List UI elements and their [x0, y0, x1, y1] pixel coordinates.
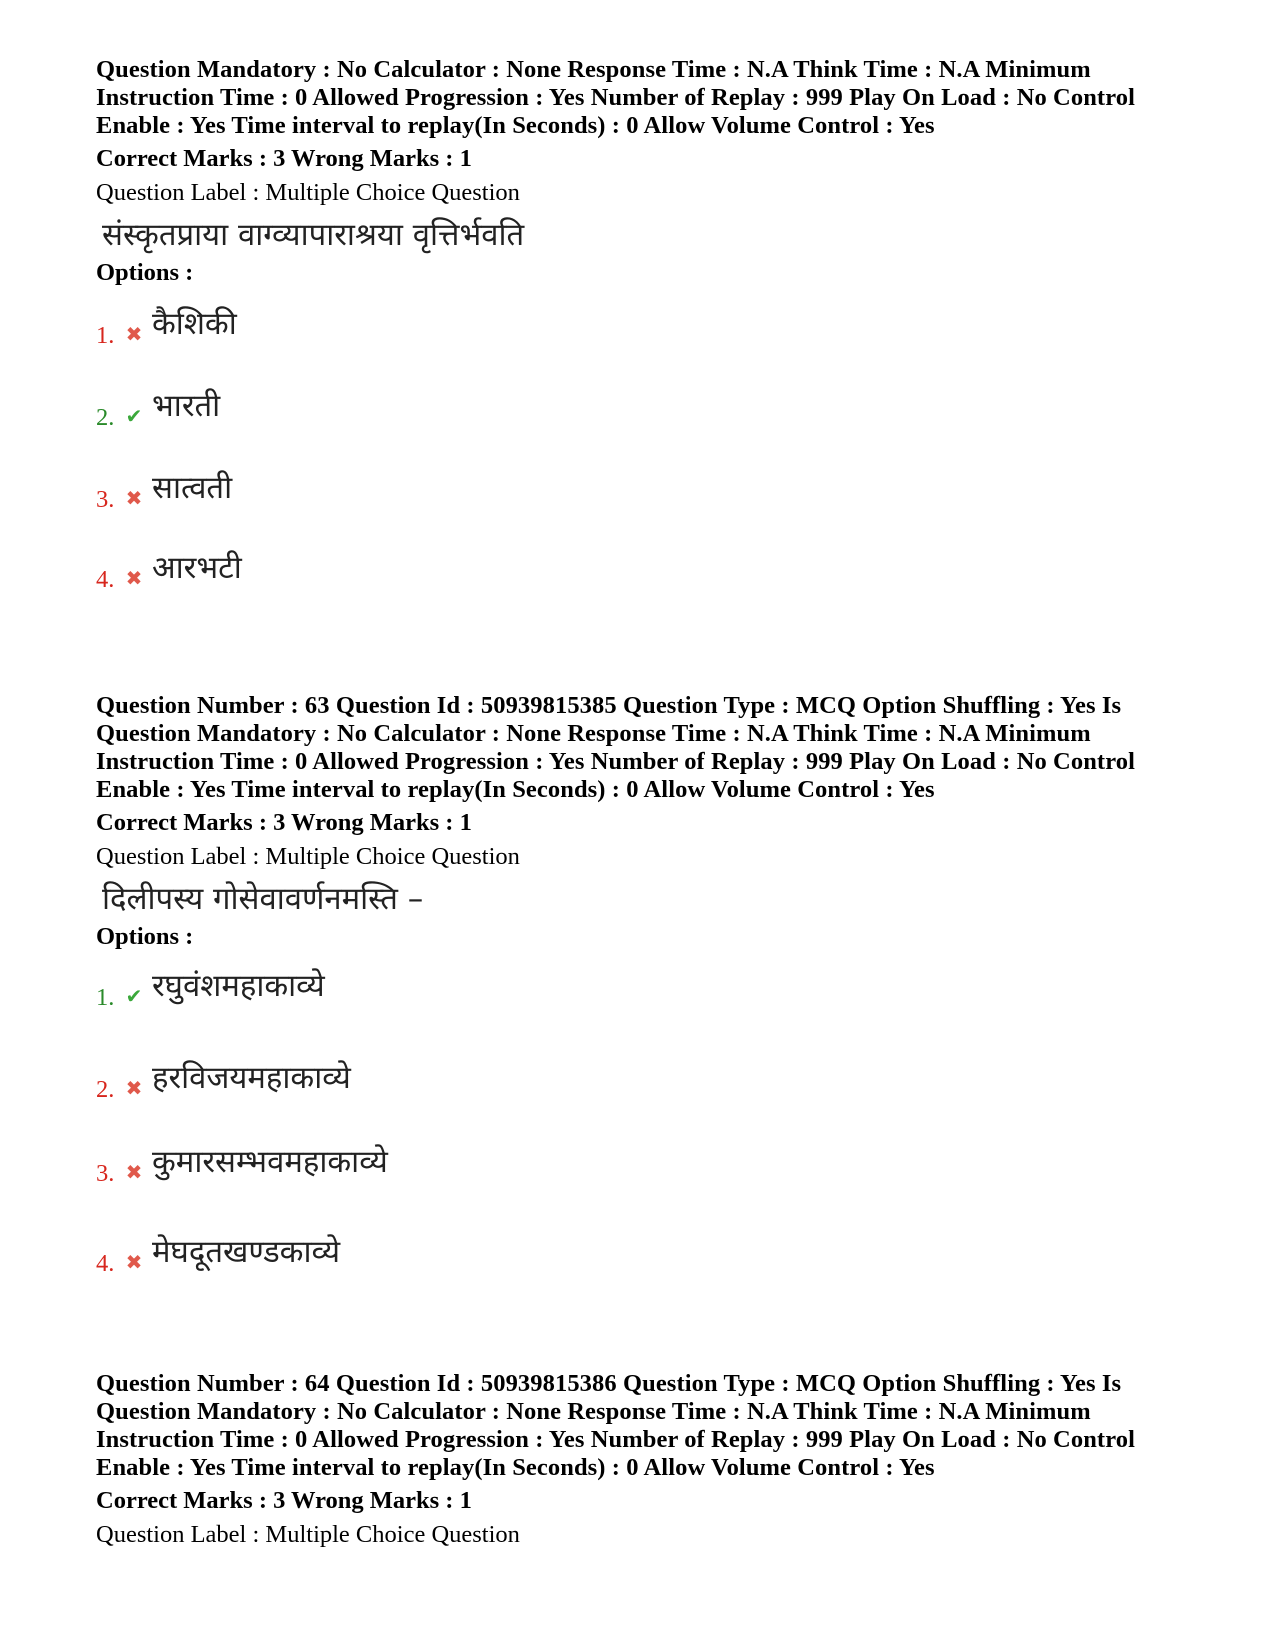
question-header-line: Question Number : 63 Question Id : 50939815385 Question Type : MCQ Option Shuffling : Yes Is [96, 692, 1122, 719]
cross-icon: ✖ [125, 568, 143, 590]
question-header-line: Enable : Yes Time interval to replay(In Seconds) : 0 Allow Volume Control : Yes [96, 776, 935, 803]
question-text: दिलीपस्य गोसेवावर्णनमस्ति – [102, 881, 424, 917]
question-header-line: Question Mandatory : No Calculator : None Response Time : N.A Think Time : N.A Minimum [96, 56, 1091, 83]
option-number: 1. [96, 322, 115, 349]
option-row[interactable] [96, 550, 242, 594]
option-row[interactable] [96, 306, 237, 350]
question-header-line: Question Mandatory : No Calculator : None Response Time : N.A Think Time : N.A Minimum [96, 1398, 1091, 1425]
option-number: 3. [96, 486, 115, 513]
option-row[interactable] [96, 388, 221, 432]
question-header-line: Instruction Time : 0 Allowed Progression : Yes Number of Replay : 999 Play On Load : No Control [96, 84, 1135, 111]
option-text: रघुवंशमहाकाव्ये [152, 968, 325, 1004]
question-64-block [96, 1370, 1196, 1549]
option-text: कुमारसम्भवमहाकाव्ये [152, 1144, 388, 1180]
cross-icon: ✖ [125, 488, 143, 510]
question-header-line: Enable : Yes Time interval to replay(In Seconds) : 0 Allow Volume Control : Yes [96, 112, 935, 139]
option-number: 2. [96, 404, 115, 431]
options-heading: Options : [96, 923, 194, 950]
cross-icon: ✖ [125, 1162, 143, 1184]
cross-icon: ✖ [125, 1252, 143, 1274]
question-label: Question Label : Multiple Choice Question [96, 843, 520, 870]
question-63-options [96, 968, 1196, 1282]
options-heading: Options : [96, 259, 194, 286]
cross-icon: ✖ [125, 324, 143, 346]
question-header-line: Instruction Time : 0 Allowed Progression : Yes Number of Replay : 999 Play On Load : No Control [96, 1426, 1135, 1453]
question-63-block [96, 692, 1196, 951]
question-header-line: Enable : Yes Time interval to replay(In Seconds) : 0 Allow Volume Control : Yes [96, 1454, 935, 1481]
marks-line: Correct Marks : 3 Wrong Marks : 1 [96, 145, 472, 172]
option-row[interactable] [96, 1060, 351, 1104]
option-number: 4. [96, 566, 115, 593]
option-number: 4. [96, 1250, 115, 1277]
question-label: Question Label : Multiple Choice Question [96, 179, 520, 206]
option-row[interactable] [96, 1234, 341, 1278]
question-header-line: Question Mandatory : No Calculator : None Response Time : N.A Think Time : N.A Minimum [96, 720, 1091, 747]
option-number: 3. [96, 1160, 115, 1187]
question-header-line: Question Number : 64 Question Id : 50939815386 Question Type : MCQ Option Shuffling : Yes Is [96, 1370, 1122, 1397]
question-header-line: Instruction Time : 0 Allowed Progression : Yes Number of Replay : 999 Play On Load : No Control [96, 748, 1135, 775]
question-text: संस्कृतप्राया वाग्व्यापाराश्रया वृत्तिर्भवति [102, 217, 525, 253]
option-row[interactable] [96, 1144, 388, 1188]
option-number: 1. [96, 984, 115, 1011]
option-text: आरभटी [152, 550, 242, 586]
option-text: कैशिकी [152, 306, 237, 342]
check-icon: ✔ [125, 986, 143, 1008]
option-text: मेघदूतखण्डकाव्ये [152, 1234, 341, 1270]
option-number: 2. [96, 1076, 115, 1103]
question-62-options [96, 306, 1196, 610]
question-62-block [96, 56, 1196, 287]
option-text: सात्वती [152, 470, 233, 506]
cross-icon: ✖ [125, 1078, 143, 1100]
question-label: Question Label : Multiple Choice Question [96, 1521, 520, 1548]
check-icon: ✔ [125, 406, 143, 428]
option-text: भारती [152, 388, 221, 424]
marks-line: Correct Marks : 3 Wrong Marks : 1 [96, 809, 472, 836]
option-row[interactable] [96, 470, 233, 514]
marks-line: Correct Marks : 3 Wrong Marks : 1 [96, 1487, 472, 1514]
option-text: हरविजयमहाकाव्ये [152, 1060, 351, 1096]
option-row[interactable] [96, 968, 325, 1012]
